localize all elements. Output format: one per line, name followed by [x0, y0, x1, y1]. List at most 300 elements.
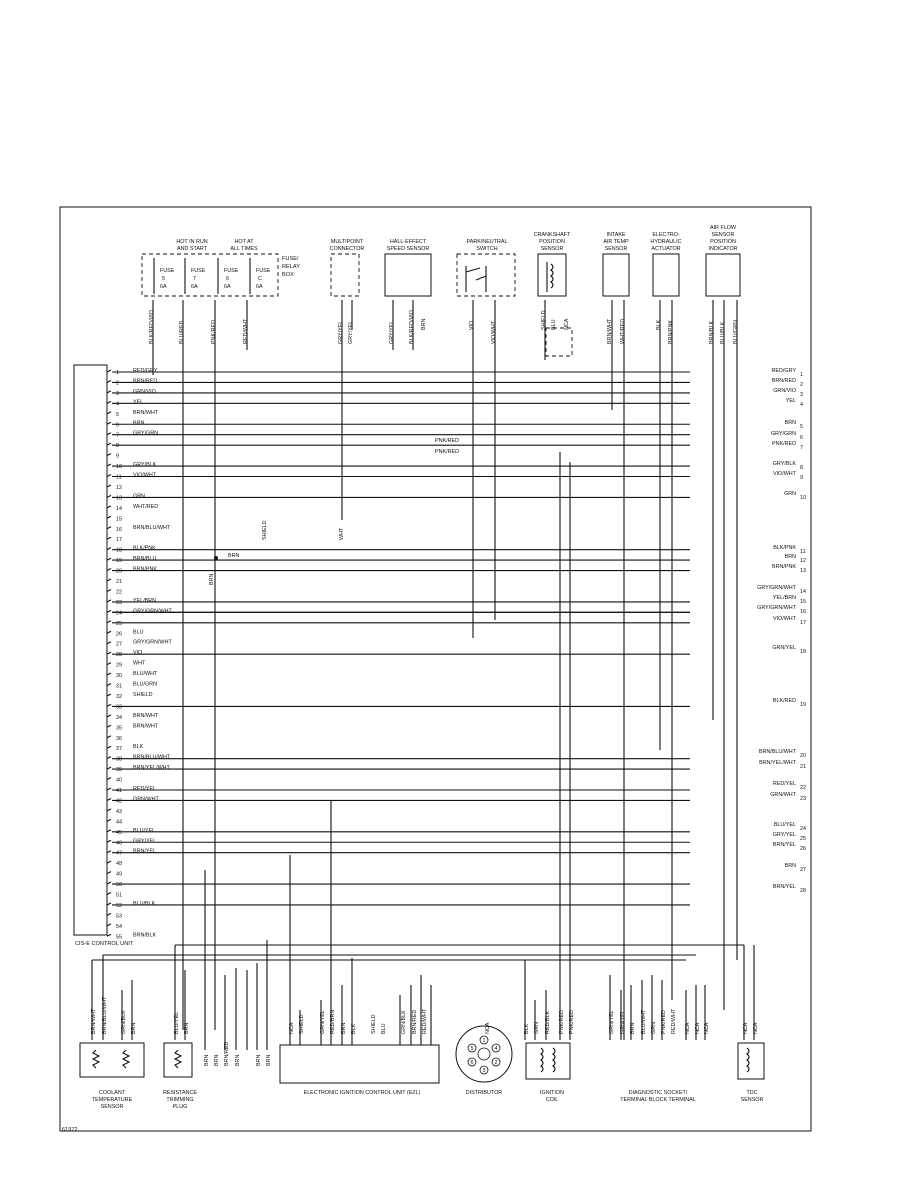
vertical-wire-label: SHIELD [262, 520, 268, 540]
right-wire-color: BRN [784, 554, 796, 560]
right-connector-number: 11 [800, 549, 806, 555]
bottom-wire-label: BRN/BLU/WHT [102, 996, 108, 1034]
right-connector-number: 25 [800, 836, 806, 842]
cis-e-control-unit [74, 365, 173, 947]
ecu-pin-color: VIO [133, 650, 143, 657]
right-connector-number: 23 [800, 796, 806, 802]
bottom-wire-label: BLU [381, 1023, 387, 1034]
right-wire-color: RED/GRY [771, 368, 796, 374]
plug-wire-label: BRN [214, 1054, 220, 1066]
vertical-wire-label: BRN [209, 573, 215, 585]
ecu-pin-number: 34 [116, 714, 122, 721]
fuse-wire-label: BLK/RED/VIO [149, 310, 155, 344]
bottom-wire-label: GRN/YEL [609, 1010, 615, 1034]
distributor-terminal-number: 2 [494, 1060, 498, 1066]
ecu-pin-tick [107, 610, 111, 612]
ecu-pin-number: 35 [116, 725, 122, 732]
ecu-pin-color: YEL/BRN [133, 597, 157, 604]
ecu-pin-tick [107, 934, 111, 936]
right-connector-number: 22 [800, 785, 806, 791]
right-connector-number: 24 [800, 826, 806, 832]
right-connector-number: 1 [800, 372, 803, 378]
right-connector-number: 5 [800, 424, 803, 430]
right-wire-color: BLK/RED [772, 698, 796, 704]
ecu-pin-color: BRN/YEL/WHT [133, 765, 170, 772]
ecu-pin-color: GRY/YEL [133, 838, 157, 845]
afs-label-3: POSITION [710, 239, 736, 245]
ecu-pin-tick [107, 380, 111, 382]
right-connector-number: 19 [800, 702, 806, 708]
crank-label-3: SENSOR [540, 246, 564, 252]
ecu-pin-number: 7 [116, 432, 119, 439]
ecu-pin-tick [107, 882, 111, 884]
fuse-wire-label: BLU/RED [179, 320, 185, 344]
ecu-pin-tick [107, 851, 111, 853]
actuator-label-1: ELECTRO- [652, 232, 680, 238]
multipoint-label-1: MULTIPOINT [330, 239, 364, 245]
iat-label-2: AIR TEMP [603, 239, 629, 245]
tdc-label-2: SENSOR [740, 1097, 764, 1103]
ecu-pin-color: BRN/BLU [133, 556, 157, 563]
ecu-pin-tick [107, 924, 111, 926]
ecu-pin-tick [107, 861, 111, 863]
fuse-rating: 6A [256, 284, 263, 290]
coil-label-2: COIL [545, 1097, 559, 1103]
distributor-terminal-number: 5 [470, 1046, 474, 1052]
trim-label-1: RESISTANCE [162, 1090, 198, 1096]
ecu-pin-color: BRN/BLU/WHT [133, 754, 171, 761]
ecu-pin-number: 2 [116, 380, 119, 387]
coolant-temperature-sensor [80, 1043, 144, 1077]
hall-effect-speed-sensor [385, 254, 431, 296]
ecu-pin-number: 41 [116, 788, 122, 794]
fuse-relay-box [142, 239, 300, 296]
ecu-pin-tick [107, 778, 111, 780]
bottom-wire-label: PNK/RED [569, 1010, 575, 1034]
ecu-title: CIS-E CONTROL UNIT [75, 941, 134, 947]
ecu-pin-number: 39 [116, 767, 122, 774]
ecu-pin-tick [107, 767, 111, 769]
right-connector-number: 13 [800, 568, 806, 574]
ecu-pin-tick [107, 370, 111, 372]
ecu-pin-number: 9 [116, 453, 119, 460]
ecu-pin-number: 52 [116, 902, 122, 909]
ecu-pin-tick [107, 715, 111, 717]
right-wire-color: YEL [785, 398, 796, 404]
intake-air-temp-sensor [603, 254, 629, 296]
hall-sensor-label-2: SPEED SENSOR [386, 246, 430, 252]
coil-label-1: IGNITION [540, 1090, 564, 1096]
diagram-frame [60, 207, 811, 1131]
ecu-body [74, 365, 107, 935]
right-wire-color: GRN/YEL [772, 645, 796, 651]
plug-wire-label: BRN [256, 1054, 262, 1066]
tdc-label-1: TDC [746, 1090, 758, 1096]
ecu-pin-color: GRN [133, 493, 145, 500]
right-wire-color: BRN/PNK [772, 564, 796, 570]
ecu-pin-number: 55 [116, 934, 122, 941]
ecu-pin-number: 54 [116, 923, 122, 930]
right-wire-color: BRN/BLU/WHT [758, 749, 796, 755]
afs-label-4: INDICATOR [708, 246, 738, 252]
ecu-pin-color: BLU [133, 629, 144, 636]
ecu-pin-tick [107, 913, 111, 915]
right-connector-number: 21 [800, 764, 806, 770]
right-connector-number: 17 [800, 620, 806, 626]
ecu-pin-number: 49 [116, 871, 122, 878]
ecu-pin-tick [107, 631, 111, 633]
right-wire-color: BRN/YEL/WHT [759, 760, 796, 766]
component-wire-label: BLU/BLK [720, 321, 726, 344]
right-connector-number: 6 [800, 435, 803, 441]
ecu-pin-color: GRN/WHT [133, 796, 159, 803]
right-wire-color: BRN/RED [771, 378, 796, 384]
right-connector-number: 26 [800, 846, 806, 852]
ecu-pin-tick [107, 475, 111, 477]
ecu-pin-number: 17 [116, 537, 122, 544]
multipoint-connector [331, 254, 359, 296]
ecu-pin-tick [107, 704, 111, 706]
ecu-pin-number: 12 [116, 484, 122, 491]
actuator-label-3: ACTUATOR [651, 246, 681, 252]
bottom-wire-label: BRN/WHT [91, 1008, 97, 1034]
right-wire-color: GRY/BLK [772, 461, 796, 467]
ecu-pin-number: 18 [116, 547, 122, 554]
ecu-pin-number: 32 [116, 693, 122, 700]
ecu-pin-color: GRY/GRN [133, 430, 159, 437]
component-wire-label: WHT/RED [620, 318, 626, 344]
bottom-wire-label: GRN/YEL [620, 1010, 626, 1034]
right-connector-number: 16 [800, 609, 806, 615]
right-wire-color: BRN/YEL [772, 842, 796, 848]
component-wire-label: VIO [469, 320, 475, 330]
ecu-pin-tick [107, 579, 111, 581]
fuse-group-label-3: HOT AT [234, 239, 254, 245]
electro-hydraulic-actuator [653, 254, 679, 296]
air-flow-sensor-position-indicator [706, 254, 740, 296]
bottom-wire-label: BRN [131, 1022, 137, 1034]
right-wire-color: VIO/WHT [772, 471, 796, 477]
switch-contacts-icon [466, 266, 486, 292]
ecu-pin-color: GRY/BLK [133, 462, 157, 469]
ecu-pin-tick [107, 569, 111, 571]
right-connector-number: 18 [800, 649, 806, 655]
ecu-pin-color: BRN/WHT [133, 712, 159, 719]
right-wire-color: BRN/YEL [772, 884, 796, 890]
ecu-pin-number: 16 [116, 526, 122, 533]
ecu-pin-tick [107, 840, 111, 842]
tdc-sensor [738, 1043, 764, 1079]
fuse-wire-label: RED/WHT [243, 318, 249, 344]
ecu-pin-number: 23 [116, 599, 122, 606]
ecu-pin-number: 8 [116, 443, 119, 450]
ecu-pin-color: WHT [133, 660, 146, 667]
ecu-pin-tick [107, 673, 111, 675]
ecu-pin-tick [107, 684, 111, 686]
hall-sensor-label-1: HALL-EFFECT [389, 239, 427, 245]
fuse-label: FUSE [224, 268, 239, 274]
diag-label-1: DIAGNOSTIC SOCKET/ [628, 1090, 688, 1096]
distributor-terminal-number: 1 [482, 1038, 486, 1044]
bottom-wire-label: RED/WHT [422, 1008, 428, 1034]
ecu-pin-number: 1 [116, 370, 119, 376]
component-wire-label: GRY/YEL [338, 320, 344, 344]
right-connector-number: 15 [800, 599, 806, 605]
fuse-number: 7 [193, 276, 196, 282]
distributor-terminal-number: 3 [482, 1068, 486, 1074]
fuse-group-label-4: ALL TIMES [230, 246, 258, 252]
coolant-label-2: TEMPERATURE [91, 1097, 133, 1103]
ecu-pin-number: 45 [116, 829, 122, 836]
ecu-pin-number: 22 [116, 589, 122, 596]
ecu-pin-number: 13 [116, 495, 122, 502]
component-wire-label: GRY/YEL [389, 320, 395, 344]
ecu-pin-tick [107, 516, 111, 518]
ecu-pin-number: 20 [116, 568, 122, 575]
ecu-pin-tick [107, 652, 111, 654]
fuse-label: FUSE [256, 268, 271, 274]
right-wire-color: VIO/WHT [772, 616, 796, 622]
ecu-pin-number: 10 [116, 464, 122, 471]
ecu-pin-number: 26 [116, 631, 122, 638]
ecu-pin-number: 38 [116, 756, 122, 763]
ecu-pin-number: 25 [116, 620, 122, 627]
right-connector-number: 8 [800, 465, 803, 471]
right-wire-color: GRN/WHT [770, 792, 796, 798]
right-wire-color: YEL/BRN [772, 595, 796, 601]
bottom-wire-label: NCA [743, 1022, 749, 1034]
ecu-pin-color: WHT/RED [133, 503, 159, 510]
bottom-wire-label: BLU/YEL [174, 1011, 180, 1034]
ecu-pin-number: 40 [116, 777, 122, 784]
ecu-pin-number: 53 [116, 913, 122, 920]
afs-label-2: SENSOR [711, 232, 735, 238]
component-wire-label: BRN [421, 318, 427, 330]
ecu-pin-tick [107, 537, 111, 539]
ecu-pin-number: 36 [116, 735, 122, 742]
fuse-group-label-1: HOT IN RUN [176, 239, 208, 245]
ecu-pin-tick [107, 485, 111, 487]
component-wire-label: BLK [656, 319, 662, 330]
fuse-box-label-1: FUSE/ [282, 256, 299, 262]
ecu-pin-tick [107, 443, 111, 445]
plug-wire-label: BRN/RED [224, 1041, 230, 1066]
ecu-pin-number: 19 [116, 558, 122, 565]
fuse-box-label-2: RELAY [282, 264, 300, 270]
right-connector-number: 9 [800, 475, 803, 481]
distributor-terminal-number: 4 [494, 1046, 498, 1052]
iat-label-3: SENSOR [604, 246, 628, 252]
ecu-pin-color: SHIELD [133, 691, 153, 698]
right-wire-color: RED/YEL [772, 781, 796, 787]
vertical-wire-label: WHT [339, 527, 345, 540]
ecu-pin-number: 24 [116, 610, 122, 617]
fuse-number: C [258, 276, 262, 282]
ecu-pin-color: BRN/PNK [133, 566, 157, 573]
fuse-group-label-2: AND START [176, 246, 208, 252]
right-wire-color: BLU/YEL [773, 822, 796, 828]
multipoint-label-2: CONNECTOR [329, 246, 365, 252]
ecu-pin-tick [107, 600, 111, 602]
crank-label-2: POSITION [539, 239, 565, 245]
bottom-wire-label: GRN/BLK [121, 1010, 127, 1034]
bottom-wire-label: GRN/YEL [320, 1010, 326, 1034]
bottom-wire-label: GRN [534, 1022, 540, 1034]
right-connector-number: 12 [800, 558, 806, 564]
actuator-label-2: HYDRAULIC [650, 239, 682, 245]
ecu-pin-tick [107, 527, 111, 529]
bottom-wire-label: BLU/WHT [641, 1009, 647, 1034]
ecu-pin-number: 44 [116, 819, 122, 826]
ecu-pin-color: VIO/WHT [133, 472, 157, 479]
right-wire-color: BRN [784, 863, 796, 869]
right-wire-color: GRY/GRN [770, 431, 796, 437]
component-wire-label: GRY/YEL [348, 320, 354, 344]
ecu-pin-number: 51 [116, 892, 122, 899]
ecu-pin-color: BLU/YEL [133, 827, 156, 834]
ecu-pin-tick [107, 506, 111, 508]
ecu-pin-color: BLK/PNK [133, 545, 156, 552]
ecu-pin-tick [107, 621, 111, 623]
bottom-wire-label: BRN [341, 1022, 347, 1034]
distributor-center-terminal [478, 1048, 490, 1060]
trim-label-3: PLUG [172, 1104, 188, 1110]
ecu-pin-color: RED/YEL [133, 786, 157, 792]
ecu-pin-number: 27 [116, 641, 122, 648]
ecu-pin-tick [107, 736, 111, 738]
ecu-pin-tick [107, 788, 111, 790]
component-wire-label: BLU/GRN [733, 320, 739, 344]
ecu-pin-tick [107, 401, 111, 403]
ecu-pin-color: BRN/RED [133, 378, 158, 385]
ecu-pin-color: YEL [133, 399, 144, 406]
ecu-pin-number: 48 [116, 861, 122, 868]
ecu-pin-number: 42 [116, 798, 122, 805]
ecu-pin-color: BRN/YEL [133, 848, 157, 855]
right-connector-number: 4 [800, 402, 803, 408]
distributor-terminal-number: 6 [470, 1060, 474, 1066]
ecu-pin-tick [107, 663, 111, 665]
ecu-pin-tick [107, 589, 111, 591]
crank-shield-connector [546, 328, 572, 356]
pin9-wire-label: PNK/RED [435, 449, 459, 455]
component-wire-label: BRN/WHT [607, 318, 613, 344]
ecu-pin-tick [107, 830, 111, 832]
right-connector-number: 14 [800, 589, 806, 595]
ezl-ignition-control-unit [280, 1045, 439, 1083]
bottom-wire-label: NCA [485, 1022, 491, 1034]
figure-number: 61972 [62, 1127, 78, 1133]
bottom-wire-label: SHIELD [371, 1014, 377, 1034]
ecu-pin-number: 5 [116, 411, 119, 418]
splice-dot [214, 556, 218, 560]
bottom-wire-label: GRN/BLK [401, 1010, 407, 1034]
ecu-pin-number: 21 [116, 579, 122, 585]
bottom-wire-label: BRN [630, 1022, 636, 1034]
bottom-wire-label: SHIELD [299, 1014, 305, 1034]
component-wire-label: NCA [564, 318, 570, 330]
ecu-pin-tick [107, 694, 111, 696]
ecu-pin-number: 29 [116, 662, 122, 669]
ecu-pin-tick [107, 725, 111, 727]
ecu-pin-color: BRN/BLK [133, 932, 157, 939]
iat-label-1: INTAKE [606, 232, 626, 238]
ecu-pin-number: 43 [116, 808, 122, 815]
bottom-wire-label: BRN [184, 1022, 190, 1034]
right-connector-number: 10 [800, 495, 806, 501]
ecu-pin-color: BLK [133, 744, 144, 751]
ecu-pin-number: 11 [116, 474, 122, 481]
crank-label-1: CRANKSHAFT [533, 232, 571, 238]
ecu-pin-tick [107, 642, 111, 644]
diag-label-2: TERMINAL BLOCK TERMINAL [620, 1097, 696, 1103]
ecu-pin-tick [107, 433, 111, 435]
fuse-number: 6 [226, 276, 229, 282]
plug-wire-label: BRN [235, 1054, 241, 1066]
ecu-pin-number: 50 [116, 882, 122, 889]
ecu-pin-number: 14 [116, 505, 122, 512]
ecu-pin-color: BRN/BLU/WHT [133, 524, 171, 531]
component-wire-label: BRN/BLK [709, 320, 715, 344]
wire-routing [92, 300, 754, 1050]
ecu-pin-tick [107, 798, 111, 800]
bottom-wire-label: RED/WHT [671, 1008, 677, 1034]
component-wire-label: BLK/RED/VIO [409, 310, 415, 344]
fuse-label: FUSE [160, 268, 175, 274]
ecu-pin-tick [107, 893, 111, 895]
ecu-pin-color: BLU/GRN [133, 681, 157, 688]
top-wire-labels [149, 310, 739, 344]
ecu-pin-tick [107, 746, 111, 748]
fuse-rating: 6A [160, 284, 167, 290]
ecu-pin-number: 15 [116, 516, 122, 523]
fuse-label: FUSE [191, 268, 206, 274]
ecu-pin-color: RED/GRY [133, 368, 158, 374]
right-connector-number: 2 [800, 382, 803, 388]
ecu-pin-tick [107, 757, 111, 759]
ecu-pin-color: GRY/GRN/WHT [133, 639, 172, 646]
right-wire-color: GRN/VIO [773, 388, 796, 394]
right-connector-labels [757, 368, 806, 894]
right-wire-color: GRY/GRN/WHT [757, 585, 796, 591]
right-wire-color: BRN [784, 420, 796, 426]
ecu-pin-tick [107, 464, 111, 466]
plug-wire-label: BRN [204, 1054, 210, 1066]
ecu-pin-number: 31 [116, 683, 122, 690]
ecu-pin-number: 3 [116, 390, 119, 397]
bottom-wire-label: RED/BRN [330, 1009, 336, 1034]
ecu-pin-tick [107, 809, 111, 811]
ecu-pin-color: BLU/BLK [133, 900, 156, 907]
fuse-rating: 6A [224, 284, 231, 290]
bottom-wire-label: RED/BLK [545, 1010, 551, 1034]
ecu-pin-number: 28 [116, 652, 122, 659]
right-wire-color: PNK/RED [772, 441, 796, 447]
ecu-pin-number: 6 [116, 422, 119, 429]
ecu-pin-number: 33 [116, 704, 122, 711]
bottom-wire-label: BLK [524, 1023, 530, 1034]
ecu-pin-number: 4 [116, 401, 119, 408]
afs-label-1: AIR FLOW [709, 225, 737, 231]
right-wire-color: BLK/PNK [773, 545, 796, 551]
ecu-pin-color: BLU/WHT [133, 671, 158, 678]
right-connector-number: 3 [800, 392, 803, 398]
trim-label-2: TRIMMING [166, 1097, 194, 1103]
right-wire-color: GRY/GRN/WHT [757, 605, 796, 611]
park-switch-label-1: PARK/NEUTRAL [466, 239, 508, 245]
ecu-pin-number: 37 [116, 746, 122, 753]
plug-wire-label: BRN [266, 1054, 272, 1066]
